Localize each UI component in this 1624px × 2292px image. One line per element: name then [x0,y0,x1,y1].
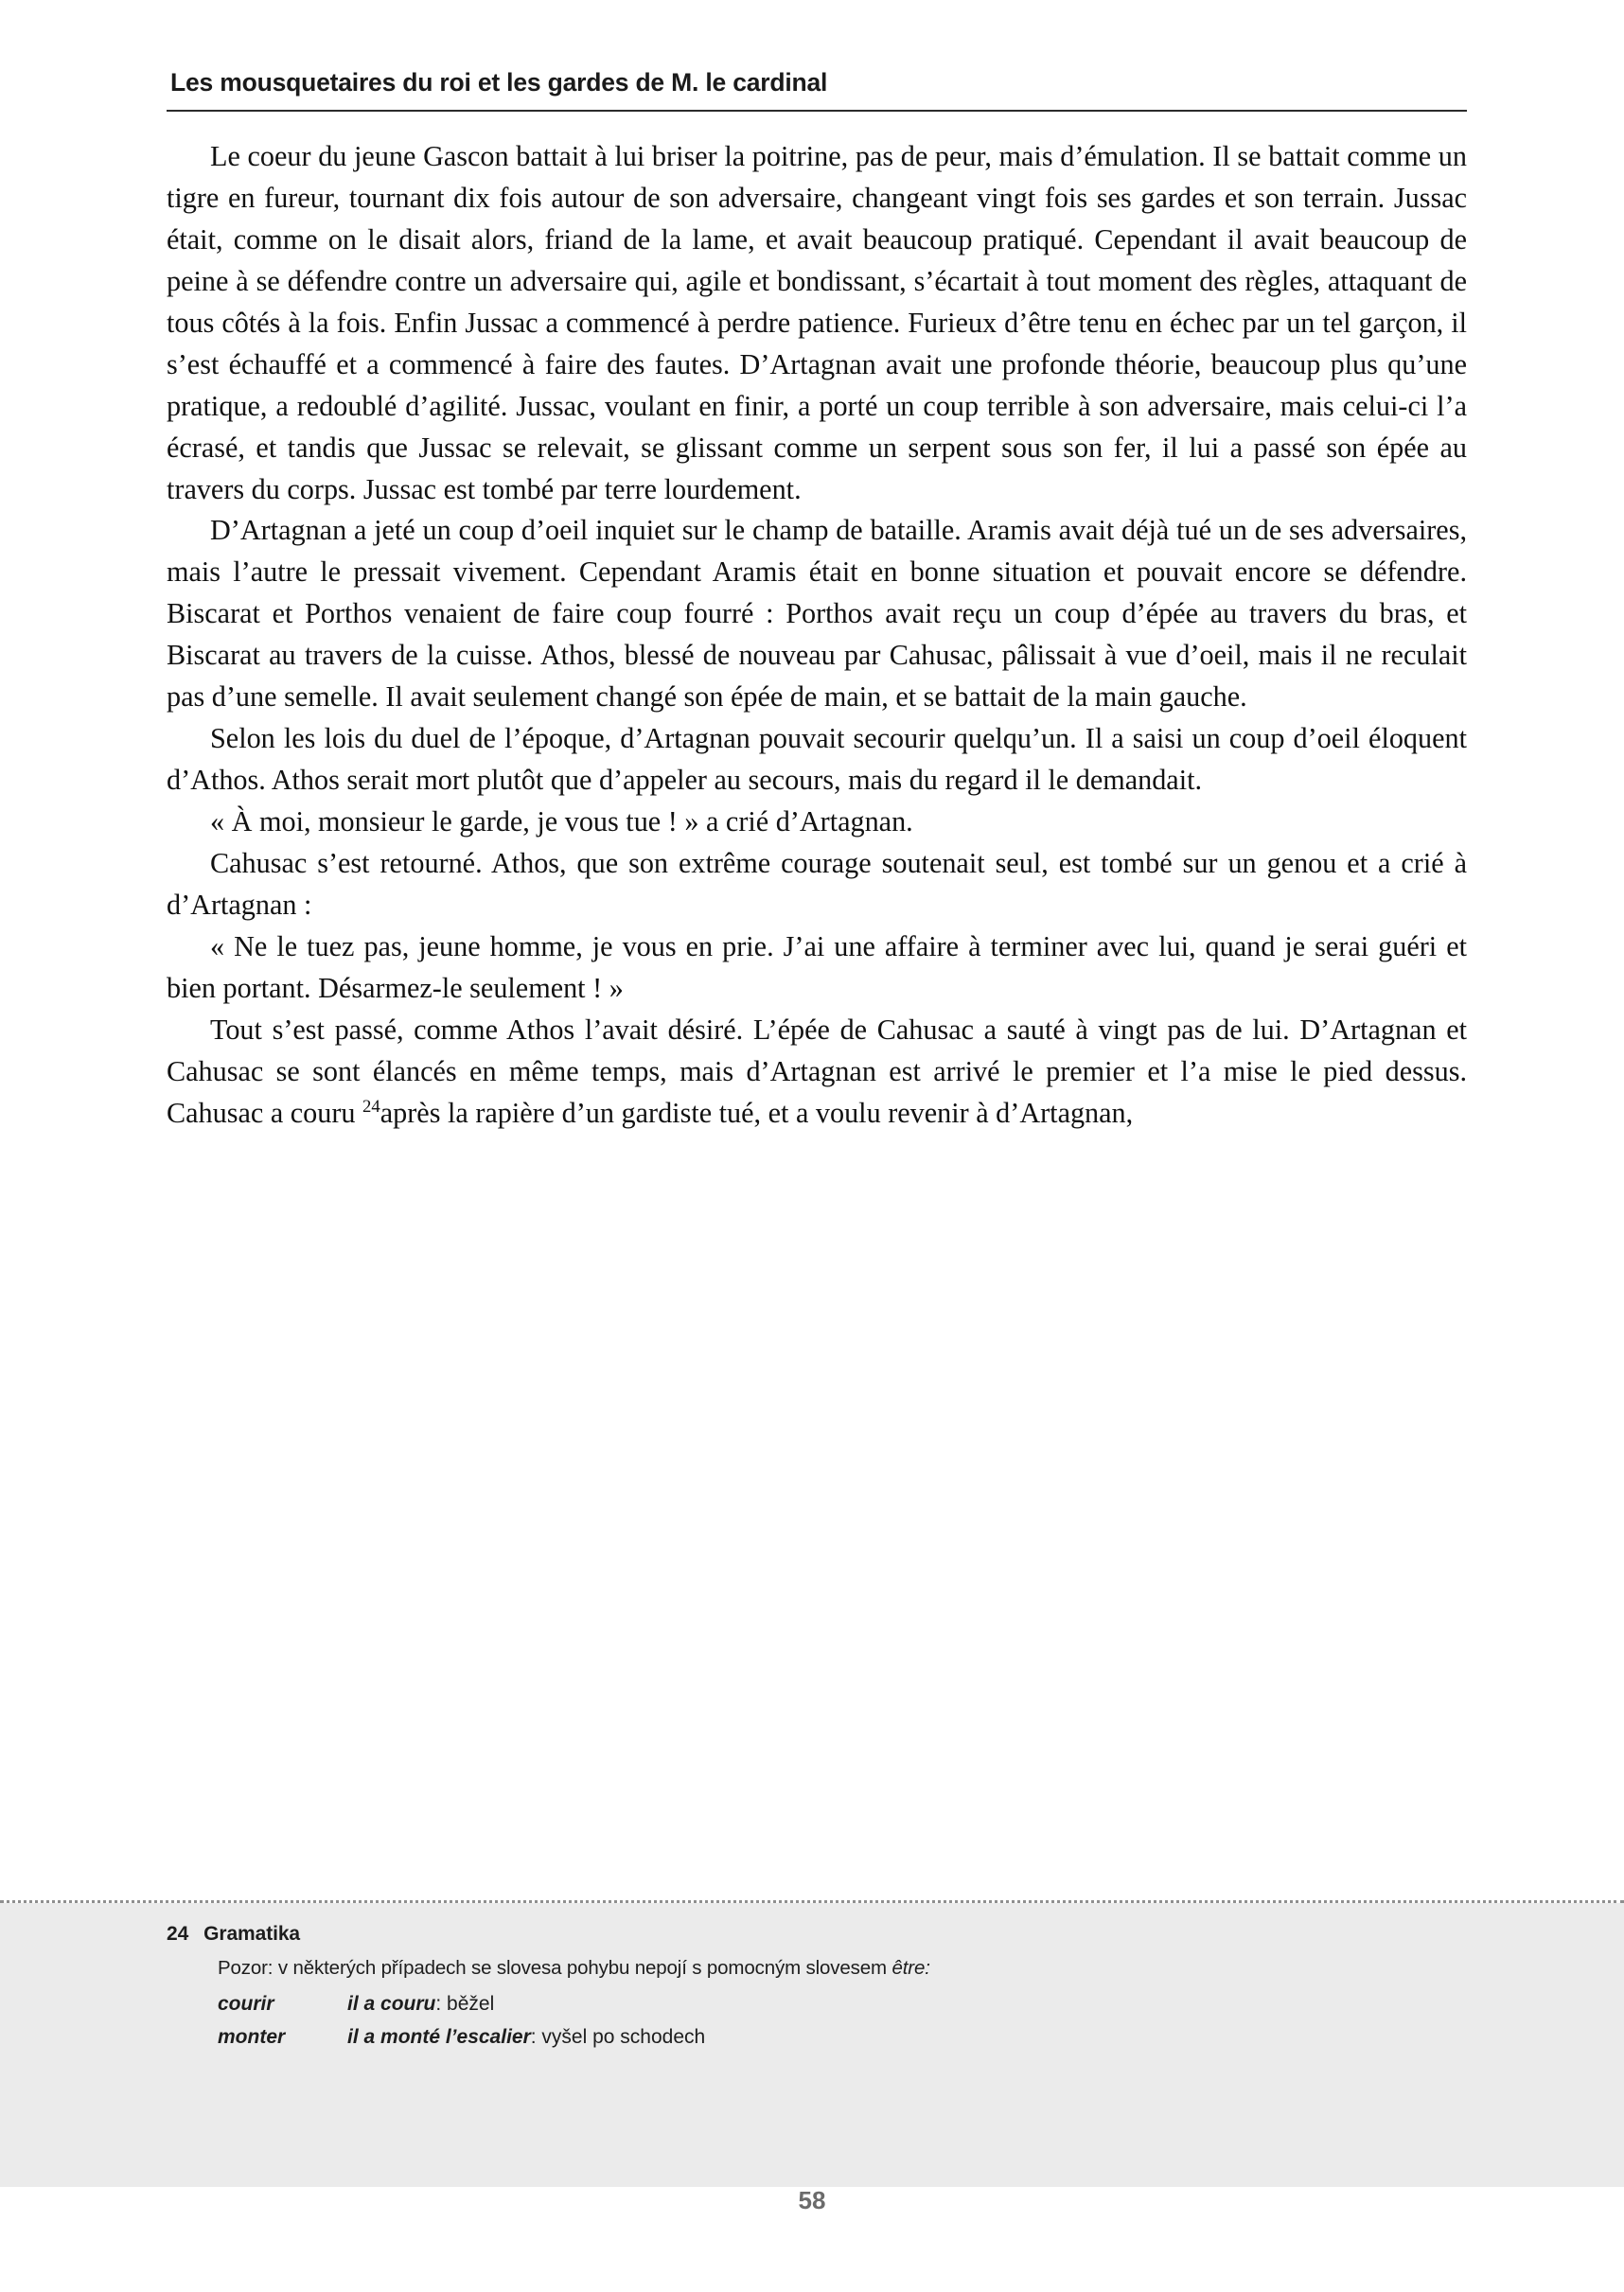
example-sentence: il a monté l’escalier [347,2026,531,2048]
paragraph-text-before-marker: Tout s’est passé, comme Athos l’avait désiré. L’épée de Cahusac a sauté à vingt pas de lui. D’Artagnan et Cahusac se sont élancés en même temps, mais d’Artagnan est arrivé le premier et l’a mise le pied dessus. Cahusac a couru [167,1013,1467,1129]
header-rule [167,110,1467,112]
footnote-note-text: Pozor: v některých případech se slovesa pohybu nepojí s pomocným slovesem [218,1957,892,1979]
paragraph-with-footnote-marker [167,1010,1467,1135]
paragraph: Selon les lois du duel de l’époque, d’Artagnan pouvait secourir quelqu’un. Il a saisi un coup d’oeil éloquent d’Athos. Athos serait mort plutôt que d’appeler au secours, mais du regard il le demandait. [167,722,1467,797]
page-number: 58 [798,2186,826,2214]
paragraph: D’Artagnan a jeté un coup d’oeil inquiet sur le champ de bataille. Aramis avait déjà tué un de ses adversaires, mais l’autre le pressait vivement. Cependant Aramis était en bonne situation et pouvait encore se défendre. Biscarat et Porthos venaient de faire coup fourré : Porthos avait reçu un coup d’épée au travers du bras, et Biscarat au travers de la cuisse. Athos, blessé de nouveau par Cahusac, pâlissait à vue d’oeil, mais il ne reculait pas d’une semelle. Il avait seulement changé son épée de main, et se battait de la main gauche. [167,514,1467,714]
paragraph-text-after-marker: après la rapière d’un gardiste tué, et a voulu revenir à d’Artagnan, [380,1096,1134,1129]
footnote-title: Gramatika [203,1923,300,1945]
footnote-example-row [218,2026,1467,2049]
paragraph: Cahusac s’est retourné. Athos, que son extrême courage soutenait seul, est tombé sur un genou et a crié à d’Artagnan : [167,846,1467,921]
footnote-heading [167,1923,1467,1946]
footnote-note-emphasis: être: [891,1957,930,1979]
footnote-marker[interactable]: 24 [362,1096,380,1117]
example-phrase [347,2026,705,2049]
footnote-examples [218,1993,1467,2049]
paragraph: « À moi, monsieur le garde, je vous tue ! » a crié d’Artagnan. [210,805,913,837]
body-text [167,136,1467,1135]
example-gloss: : vyšel po schodech [530,2026,706,2048]
footnote-block [167,1923,1467,2059]
example-phrase [347,1993,494,2016]
paragraph: « Ne le tuez pas, jeune homme, je vous en prie. J’ai une affaire à terminer avec lui, quand je serai guéri et bien portant. Désarmez-le seulement ! » [167,929,1467,1004]
example-sentence: il a couru [347,1993,436,2015]
example-gloss: : běžel [435,1993,495,2015]
page-content [167,0,1467,1135]
example-verb: monter [218,2026,286,2048]
running-head: Les mousquetaires du roi et les gardes de M. le cardinal [170,68,828,97]
footnote-note [218,1957,1467,1980]
example-verb: courir [218,1993,274,2015]
footnote-dotted-rule [0,1900,1624,1903]
paragraph: Le coeur du jeune Gascon battait à lui briser la poitrine, pas de peur, mais d’émulation. Il se battait comme un tigre en fureur, tournant dix fois autour de son adversaire, changeant vingt fois ses gardes et son terrain. Jussac était, comme on le disait alors, friand de la lame, et avait beaucoup pratiqué. Cependant il avait beaucoup de peine à se défendre contre un adversaire qui, agile et bondissant, s’écartait à tout moment des règles, attaquant de tous côtés à la fois. Enfin Jussac a commencé à perdre patience. Furieux d’être tenu en échec par un tel garçon, il s’est échauffé et a commencé à faire des fautes. D’Artagnan avait une profonde théorie, beaucoup plus qu’une pratique, a redoublé d’agilité. Jussac, voulant en finir, a porté un coup terrible à son adversaire, mais celui-ci l’a écrasé, et tandis que Jussac se relevait, se glissant comme un serpent sous son fer, il lui a passé son épée au travers du corps. Jussac est tombé par terre lourdement. [167,140,1467,505]
footnote-number: 24 [167,1923,189,1945]
footnote-example-row [218,1993,1467,2016]
